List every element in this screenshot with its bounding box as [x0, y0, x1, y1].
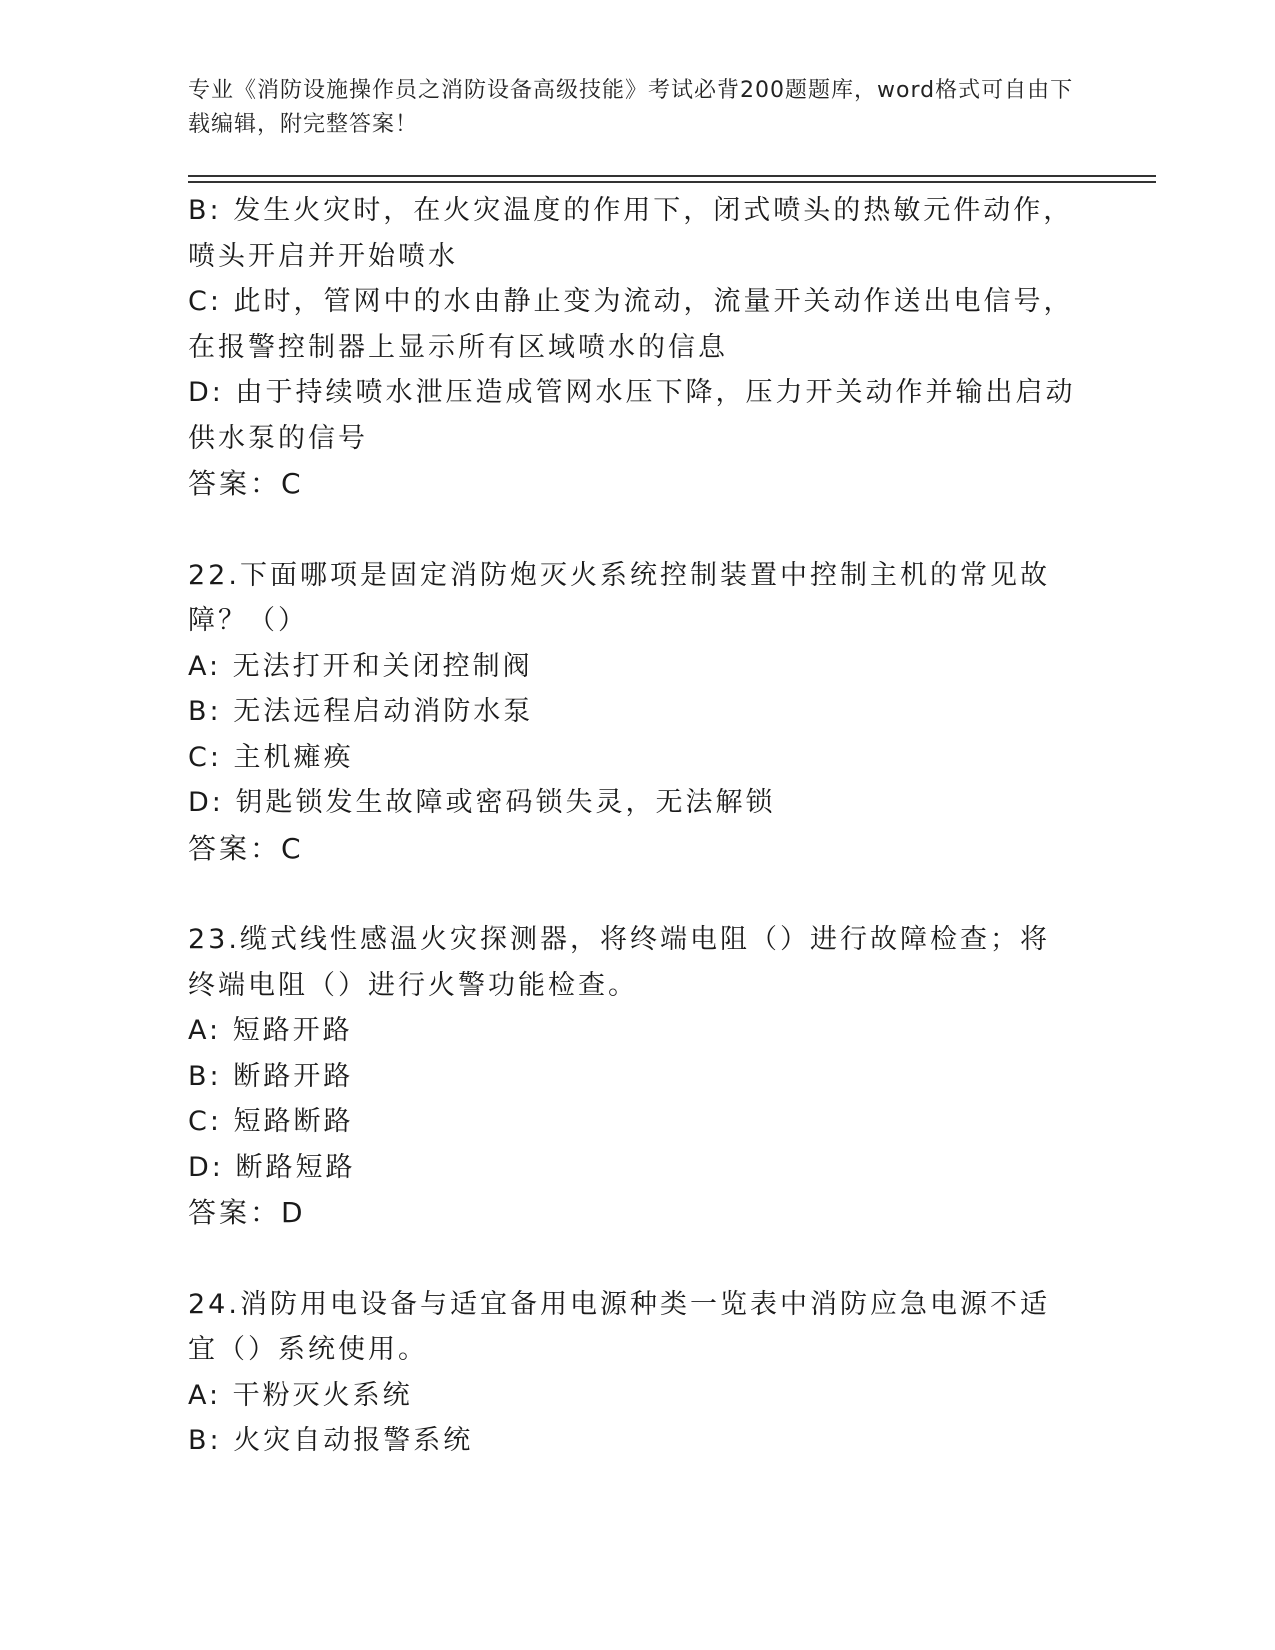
option-a: A: 短路开路 — [188, 1015, 353, 1046]
option-d: D: 钥匙锁发生故障或密码锁失灵，无法解锁 — [188, 787, 776, 818]
question-23 — [188, 917, 1078, 1236]
option-c: C: 主机瘫痪 — [188, 741, 354, 773]
question-stem: 23.缆式线性感温火灾探测器，将终端电阻（）进行故障检查；将终端电阻（）进行火警功能检查。 — [188, 924, 1050, 1001]
document-body — [188, 188, 1078, 1464]
answer: 答案：C — [188, 467, 304, 500]
option-b: B: 火灾自动报警系统 — [188, 1425, 474, 1456]
option-b: B: 断路开路 — [188, 1060, 354, 1092]
option-b: B: 发生火灾时，在火灾温度的作用下，闭式喷头的热敏元件动作，喷头开启并开始喷水 — [188, 195, 1074, 272]
option-a: A: 干粉灭火系统 — [188, 1379, 413, 1411]
answer: 答案：D — [188, 1196, 306, 1229]
option-d: D: 由于持续喷水泄压造成管网水压下降，压力开关动作并输出启动供水泵的信号 — [188, 377, 1076, 454]
question-22 — [188, 553, 1078, 872]
option-a: A: 无法打开和关闭控制阀 — [188, 650, 533, 682]
option-b: B: 无法远程启动消防水泵 — [188, 696, 534, 727]
document-header: 专业《消防设施操作员之消防设备高级技能》考试必背200题题库，word格式可自由下载编辑，附完整答案！ — [188, 78, 1074, 137]
answer: 答案：C — [188, 831, 304, 865]
question-24 — [188, 1282, 1078, 1464]
option-c: C: 短路断路 — [188, 1106, 354, 1137]
option-c: C: 此时，管网中的水由静止变为流动，流量开关动作送出电信号，在报警控制器上显示所有区域喷水的信息 — [188, 286, 1074, 363]
question-stem: 22.下面哪项是固定消防炮灭火系统控制装置中控制主机的常见故障？（） — [188, 559, 1050, 636]
option-d: D: 断路短路 — [188, 1151, 356, 1183]
header-divider-bottom — [188, 181, 1156, 183]
continued-question — [188, 188, 1078, 507]
header-divider-top — [188, 175, 1156, 177]
question-stem: 24.消防用电设备与适宜备用电源种类一览表中消防应急电源不适宜（）系统使用。 — [188, 1288, 1050, 1365]
